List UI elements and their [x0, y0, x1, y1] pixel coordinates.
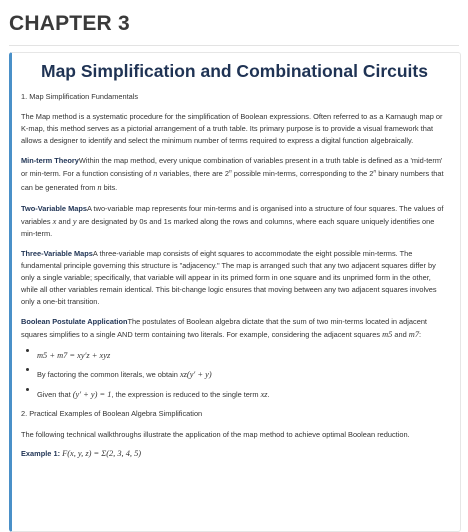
two-variable-paragraph — [21, 203, 448, 241]
math-y: y — [72, 216, 77, 226]
term-three-variable-maps: Three-Variable Maps — [21, 249, 93, 259]
list-item-text: , the expression is reduced to the single term — [111, 389, 261, 399]
twovar-text-1: A two-variable map represents four min-terms and is organised into a structure of four squares. The values of variables — [21, 203, 444, 226]
minterm-text-2: variables, there are 2 — [157, 169, 229, 179]
math-x: x — [52, 216, 57, 226]
postulate-text-1: The postulates of Boolean algebra dictate that the sum of two min-terms located in adjacent squares simplifies to a single AND term containing two literals. For example, considering the adjacent squares — [21, 317, 427, 339]
math-formula: xz — [260, 389, 268, 399]
example-line — [21, 449, 448, 458]
math-n-sup: n — [228, 168, 232, 175]
math-m7: m7 — [408, 330, 420, 339]
list-item-text: Given that — [37, 389, 73, 399]
bullet-icon — [26, 388, 29, 391]
threevar-text: A three-variable map consists of eight squares to accommodate the eight possible min-terms. The fundamental principle governing this structure is "adjacency." The map is arranged such that any two adjacent squares differ by only a single variable; specifically, that variable will appear in its primed form in one square and its unprimed form in the other, while all other variables remain identical. This bit-change logic ensures that moving between any two adjacent squares involves only a one-bit transition. — [21, 249, 437, 307]
subsection-heading-2: 2. Practical Examples of Boolean Algebra Simplification — [21, 409, 203, 419]
list-item — [21, 369, 448, 382]
list-item — [21, 389, 448, 402]
math-n: n — [153, 169, 158, 179]
chapter-heading: CHAPTER 3 — [9, 12, 130, 35]
section-title: Map Simplification and Combinational Circuits — [41, 61, 428, 81]
term-two-variable-maps: Two-Variable Maps — [21, 203, 87, 213]
three-variable-paragraph — [21, 248, 448, 308]
minterm-text-3: possible min-terms, corresponding to the 2 — [231, 169, 374, 179]
content-body — [21, 61, 448, 458]
derivation-list — [21, 350, 448, 402]
math-m5: m5 — [382, 330, 393, 339]
postulate-paragraph — [21, 316, 448, 342]
bullet-icon — [26, 368, 29, 371]
minterm-paragraph — [21, 155, 448, 194]
twovar-text-3: are designated by 0s and 1s marked along the rows and columns, where each square uniquely identifies one min-term. — [21, 216, 435, 239]
math-formula: m5 + m7 = xy′z + xyz — [37, 350, 111, 360]
content-card — [9, 52, 461, 532]
math-n-sup: n — [373, 168, 377, 175]
term-boolean-postulate: Boolean Postulate Application — [21, 317, 128, 327]
minterm-text-4: binary numbers that can be generated from — [21, 169, 444, 192]
math-formula: (y′ + y) = 1 — [72, 389, 112, 399]
minterm-text-5: bits. — [101, 182, 118, 192]
bullet-icon — [26, 349, 29, 352]
postulate-text-2: and — [392, 330, 409, 339]
math-n: n — [97, 182, 102, 192]
example-formula: F(x, y, z) = Σ(2, 3, 4, 5) — [62, 448, 142, 458]
example-label: Example 1: — [21, 448, 63, 458]
intro-paragraph: The Map method is a systematic procedure for the simplification of Boolean expressions. Often referred to as a Karnaugh map or K-map, this method serves as a pictorial arrangement of a truth table. Its primary purpose is to provide a visual framework that allows a designer to identify and select the minimum number of terms required to express a digital function algebraically. — [21, 112, 443, 146]
list-item-text: . — [267, 389, 270, 399]
list-item — [21, 350, 448, 363]
walkthrough-paragraph: The following technical walkthroughs illustrate the application of the map method to achieve optimal Boolean reduction. — [21, 429, 410, 439]
twovar-text-2: and — [56, 216, 73, 226]
term-minterm-theory: Min-term Theory — [21, 156, 79, 166]
postulate-text-3: : — [419, 330, 422, 339]
subsection-heading-1: 1. Map Simplification Fundamentals — [21, 92, 139, 101]
math-formula: xz(y′ + y) — [179, 370, 212, 380]
chapter-divider — [9, 45, 459, 46]
minterm-text-1: Within the map method, every unique combination of variables present in a truth table is defined as a 'mid-term' or min-term. For a function consisting of — [21, 156, 443, 179]
list-item-text: By factoring the common literals, we obtain — [37, 370, 180, 380]
